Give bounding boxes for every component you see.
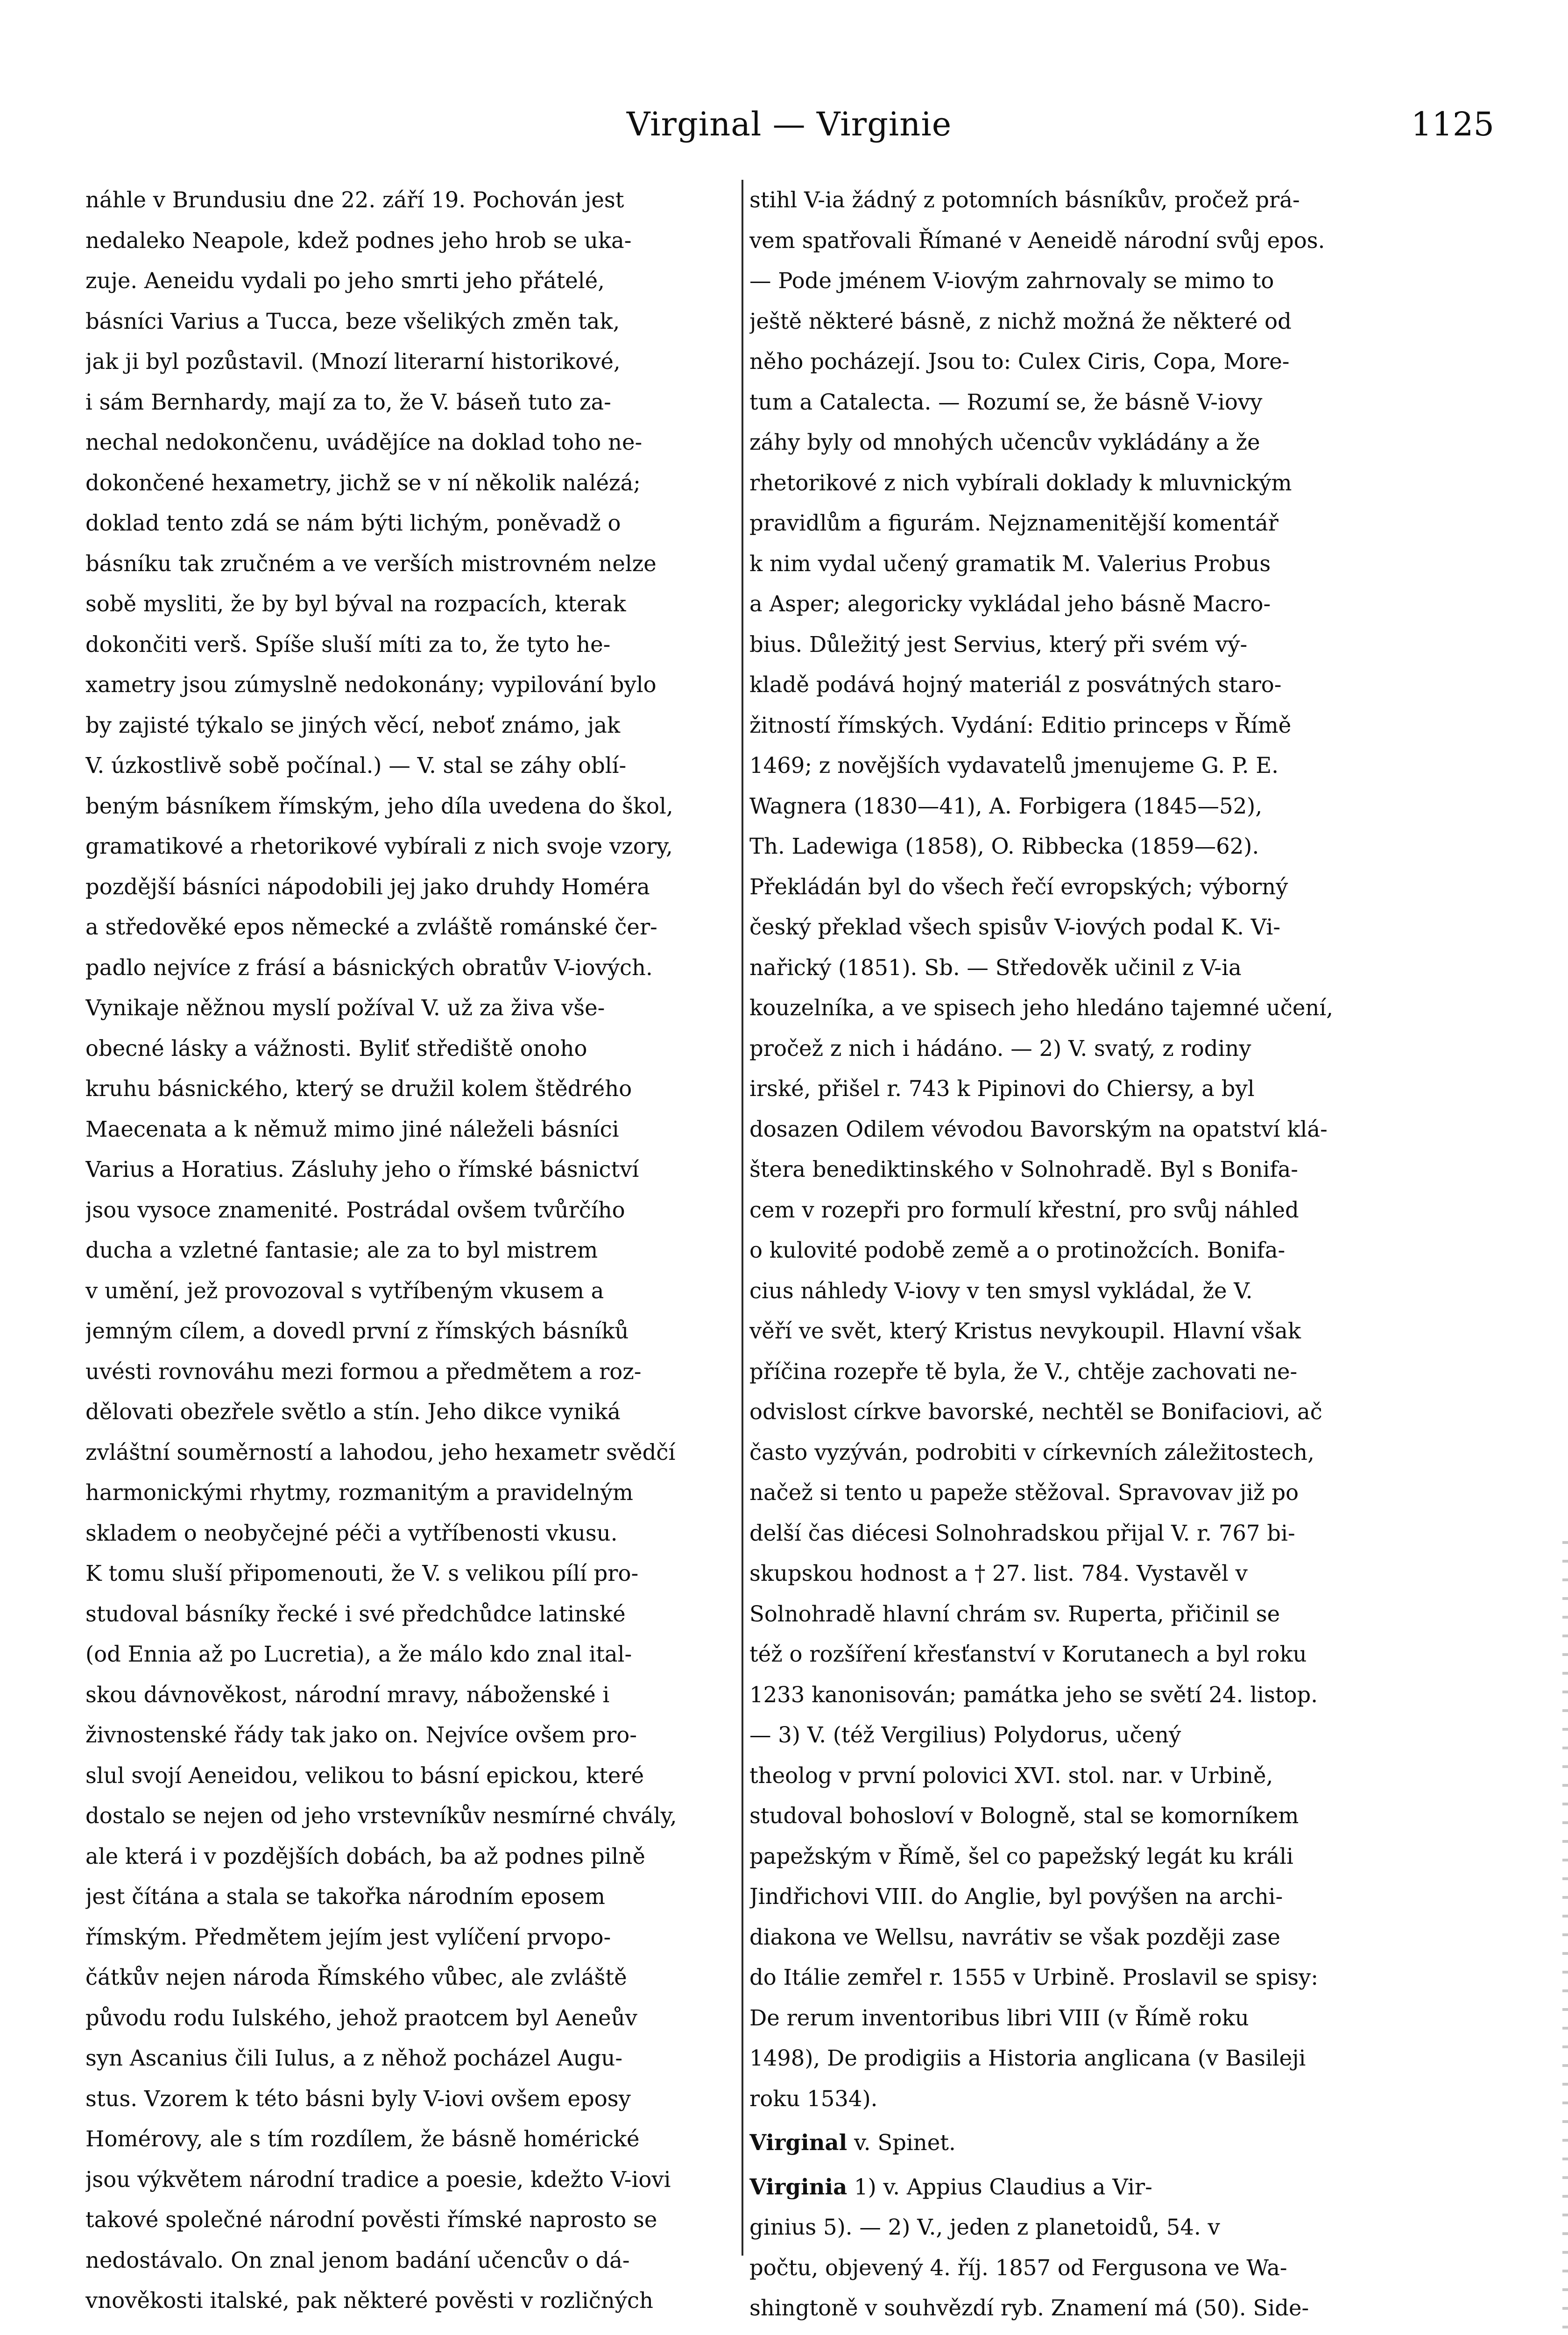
text-line: Maecenata a k němuž mimo jiné náleželi básníci — [85, 1116, 619, 1142]
text-line: dostalo se nejen od jeho vrstevníkův nesmírné chvály, — [85, 1803, 677, 1828]
text-line: dosazen Odilem vévodou Bavorským na opatství klá- — [749, 1116, 1328, 1142]
entry-headword: Virginal — [749, 2130, 848, 2155]
text-line: doklad tento zdá se nám býti lichým, poněvadž o — [85, 510, 621, 536]
text-line: k nim vydal učený gramatik M. Valerius Probus — [749, 551, 1271, 576]
text-line: jsou výkvětem národní tradice a poesie, kdežto V-iovi — [85, 2166, 671, 2192]
text-line: gramatikové a rhetorikové vybírali z nich svoje vzory, — [85, 834, 673, 859]
text-line: studoval básníky řecké i své předchůdce latinské — [85, 1601, 626, 1627]
text-line: náhle v Brundusiu dne 22. září 19. Pochován jest — [85, 187, 624, 212]
text-line: roku 1534). — [749, 2086, 878, 2111]
text-line: jsou vysoce znamenité. Postrádal ovšem tvůrčího — [85, 1197, 625, 1223]
text-line: ale která i v pozdějších dobách, ba až podnes pilně — [85, 1843, 645, 1869]
text-line: štera benediktinského v Solnohradě. Byl s Bonifa- — [749, 1157, 1298, 1182]
text-line: 1469; z novějších vydavatelů jmenujeme G. P. E. — [749, 753, 1279, 778]
text-line: irské, přišel r. 743 k Pipinovi do Chiersy, a byl — [749, 1076, 1255, 1101]
text-line: theolog v první polovici XVI. stol. nar. v Urbině, — [749, 1762, 1273, 1788]
text-line: padlo nejvíce z frásí a básnických obratův V-iových. — [85, 955, 653, 980]
column-divider — [742, 180, 743, 2256]
text-line: (od Ennia až po Lucretia), a že málo kdo znal ital- — [85, 1642, 632, 1667]
text-line: často vyzýván, podrobiti v církevních záležitostech, — [749, 1439, 1314, 1465]
text-line: slul svojí Aeneidou, velikou to básní epickou, které — [85, 1762, 644, 1788]
entry-text: v. Spinet. — [847, 2130, 956, 2155]
text-line: záhy byly od mnohých učencův vykládány a že — [749, 430, 1260, 455]
text-line: uvésti rovnováhu mezi formou a předmětem a roz- — [85, 1359, 642, 1384]
text-line: — 3) V. (též Vergilius) Polydorus, učený — [749, 1722, 1181, 1748]
text-line: do Itálie zemřel r. 1555 v Urbině. Proslavil se spisy: — [749, 1965, 1319, 1990]
text-line: žitností římských. Vydání: Editio princeps v Římě — [749, 712, 1292, 738]
page-edge-marks — [1562, 1541, 1568, 2335]
text-line: dělovati obezřele světlo a stín. Jeho dikce vyniká — [85, 1399, 621, 1424]
text-line: Překládán byl do všech řečí evropských; výborný — [749, 874, 1288, 899]
text-line: syn Ascanius čili Iulus, a z něhož pocházel Augu- — [85, 2045, 623, 2071]
text-line: De rerum inventoribus libri VIII (v Římě roku — [749, 2005, 1249, 2031]
text-line: delší čas diécesi Solnohradskou přijal V. r. 767 bi- — [749, 1520, 1295, 1546]
text-line: stus. Vzorem k této básni byly V-iovi ovšem eposy — [85, 2086, 631, 2111]
text-line: cius náhledy V-iovy v ten smysl vykládal, že V. — [749, 1278, 1253, 1303]
text-line: kladě podává hojný materiál z posvátných staro- — [749, 672, 1282, 697]
entry-first-line — [749, 2167, 1434, 2208]
text-line: římským. Předmětem jejím jest vylíčení prvopo- — [85, 1924, 611, 1950]
page-title: Virginal — Virginie — [626, 105, 952, 143]
text-line: vnověkosti italské, pak některé pověsti v rozličných — [85, 2288, 653, 2313]
text-line: Varius a Horatius. Zásluhy jeho o římské básnictví — [85, 1157, 639, 1182]
text-line: jemným cílem, a dovedl první z římských básníků — [85, 1318, 629, 1344]
text-line: obecné lásky a vážnosti. Byliť střediště onoho — [85, 1035, 587, 1061]
text-line: a Asper; alegoricky vykládal jeho básně Macro- — [749, 591, 1271, 616]
text-line: Jindřichovi VIII. do Anglie, byl povýšen na archi- — [749, 1884, 1283, 1909]
text-line: dokončiti verš. Spíše sluší míti za to, že tyto he- — [85, 631, 611, 657]
text-line: načež si tento u papeže stěžoval. Spravovav již po — [749, 1480, 1299, 1505]
text-line: shingtoně v souhvězdí ryb. Znamení má (50). Side- — [749, 2295, 1309, 2321]
right-column — [749, 180, 1434, 2328]
text-line: český překlad všech spisův V-iových podal K. Vi- — [749, 914, 1281, 940]
text-line: Wagnera (1830—41), A. Forbigera (1845—52), — [749, 793, 1263, 819]
page-number: 1125 — [1411, 105, 1494, 143]
text-line: xametry jsou zúmyslně nedokonány; vypilování bylo — [85, 672, 657, 697]
text-line: beným básníkem římským, jeho díla uvedena do škol, — [85, 793, 673, 819]
text-line: též o rozšíření křesťanství v Korutanech a byl roku — [749, 1642, 1307, 1667]
text-line: rhetorikové z nich vybírali doklady k mluvnickým — [749, 470, 1292, 495]
running-header — [75, 105, 1504, 156]
text-line: pravidlům a figurám. Nejznamenitější komentář — [749, 510, 1278, 536]
text-line: ginius 5). — 2) V., jeden z planetoidů, 54. v — [749, 2215, 1220, 2240]
text-line: dokončené hexametry, jichž se v ní několik nalézá; — [85, 470, 641, 495]
text-line: kruhu básnického, který se družil kolem štědrého — [85, 1076, 632, 1101]
text-line: nechal nedokončenu, uvádějíce na doklad toho ne- — [85, 430, 643, 455]
entry-headword: Virginia — [749, 2173, 848, 2200]
text-line: kouzelníka, a ve spisech jeho hledáno tajemné učení, — [749, 995, 1334, 1020]
text-line: básníku tak zručném a ve verších mistrovném nelze — [85, 551, 657, 576]
text-line: nařický (1851). Sb. — Středověk učinil z V-ia — [749, 955, 1242, 980]
text-line: i sám Bernhardy, mají za to, že V. báseň tuto za- — [85, 389, 611, 415]
text-line: počtu, objevený 4. říj. 1857 od Fergusona ve Wa- — [749, 2255, 1287, 2280]
text-line: a středověké epos německé a zvláště románské čer- — [85, 914, 657, 940]
text-line: původu rodu Iulského, jehož praotcem byl Aeneův — [85, 2005, 637, 2031]
left-column — [85, 180, 732, 2328]
text-line: o kulovité podobě země a o protinožcích. Bonifa- — [749, 1238, 1285, 1263]
entry-first-line — [749, 2123, 1434, 2163]
text-line: v umění, jež provozoval s vytříbeným vkusem a — [85, 1278, 604, 1303]
text-line: čátkův nejen národa Římského vůbec, ale zvláště — [85, 1965, 627, 1990]
text-line: 1233 kanonisován; památka jeho se světí 24. listop. — [749, 1682, 1318, 1707]
text-line: — Pode jménem V-iovým zahrnovaly se mimo to — [749, 268, 1274, 293]
text-line: papežským v Římě, šel co papežský legát ku králi — [749, 1843, 1293, 1869]
text-line: příčina rozepře tě byla, že V., chtěje zachovati ne- — [749, 1359, 1298, 1384]
text-line: tum a Catalecta. — Rozumí se, že básně V-iovy — [749, 389, 1263, 415]
text-line: diakona ve Wellsu, navrátiv se však později zase — [749, 1924, 1280, 1950]
text-line: pozdější básníci nápodobili jej jako druhdy Homéra — [85, 874, 650, 899]
text-line: stihl V-ia žádný z potomních básníkův, pročež prá- — [749, 187, 1300, 212]
text-line: skou dávnověkost, národní mravy, náboženské i — [85, 1682, 610, 1707]
text-line: bius. Důležitý jest Servius, který při svém vý- — [749, 631, 1248, 657]
text-line: jak ji byl pozůstavil. (Mnozí literarní historikové, — [85, 349, 621, 374]
text-line: V. úzkostlivě sobě počínal.) — V. stal se záhy oblí- — [85, 753, 627, 778]
entry-text: 1) v. Appius Claudius a Vir- — [847, 2174, 1152, 2200]
text-line: živnostenské řády tak jako on. Nejvíce ovšem pro- — [85, 1722, 637, 1748]
text-line: nedaleko Neapole, kdež podnes jeho hrob se uka- — [85, 227, 632, 253]
text-line: nedostávalo. On znal jenom badání učencův o dá- — [85, 2247, 630, 2273]
text-line: Homérovy, ale s tím rozdílem, že básně homérické — [85, 2126, 640, 2151]
text-line: básníci Varius a Tucca, beze všelikých změn tak, — [85, 308, 620, 334]
text-line: Solnohradě hlavní chrám sv. Ruperta, přičinil se — [749, 1601, 1280, 1627]
text-line: sobě mysliti, že by byl býval na rozpacích, kterak — [85, 591, 626, 616]
text-line: odvislost církve bavorské, nechtěl se Bonifaciovi, ač — [749, 1399, 1322, 1424]
text-line: cem v rozepři pro formulí křestní, pro svůj náhled — [749, 1197, 1299, 1223]
text-line: vem spatřovali Římané v Aeneidě národní svůj epos. — [749, 227, 1325, 253]
text-line: Th. Ladewiga (1858), O. Ribbecka (1859—62). — [749, 834, 1259, 859]
text-line: Vynikaje něžnou myslí požíval V. už za živa vše- — [85, 995, 605, 1020]
text-line: jest čítána a stala se takořka národním eposem — [85, 1884, 605, 1909]
text-line: by zajisté týkalo se jiných věcí, neboť známo, jak — [85, 712, 621, 738]
text-line: něho pocházejí. Jsou to: Culex Ciris, Copa, More- — [749, 349, 1290, 374]
text-line: ještě některé básně, z nichž možná že některé od — [749, 308, 1292, 334]
text-line: studoval bohosloví v Bologně, stal se komorníkem — [749, 1803, 1299, 1828]
text-line: pročež z nich i hádáno. — 2) V. svatý, z rodiny — [749, 1035, 1251, 1061]
text-line: takové společné národní pověsti římské naprosto se — [85, 2207, 657, 2232]
text-line: harmonickými rhytmy, rozmanitým a pravidelným — [85, 1480, 633, 1505]
text-line: K tomu sluší připomenouti, že V. s velikou pílí pro- — [85, 1561, 639, 1586]
text-line — [85, 2321, 732, 2328]
text-line: ducha a vzletné fantasie; ale za to byl mistrem — [85, 1238, 598, 1263]
text-line: 1498), De prodigiis a Historia anglicana (v Basileji — [749, 2045, 1306, 2071]
text-line: zvláštní souměrností a lahodou, jeho hexametr svědčí — [85, 1439, 676, 1465]
text-line: zuje. Aeneidu vydali po jeho smrti jeho přátelé, — [85, 268, 605, 293]
text-line: skupskou hodnost a † 27. list. 784. Vystavěl v — [749, 1561, 1248, 1586]
text-line: věří ve svět, který Kristus nevykoupil. Hlavní však — [749, 1318, 1301, 1344]
text-line: skladem o neobyčejné péči a vytříbenosti vkusu. — [85, 1520, 618, 1546]
